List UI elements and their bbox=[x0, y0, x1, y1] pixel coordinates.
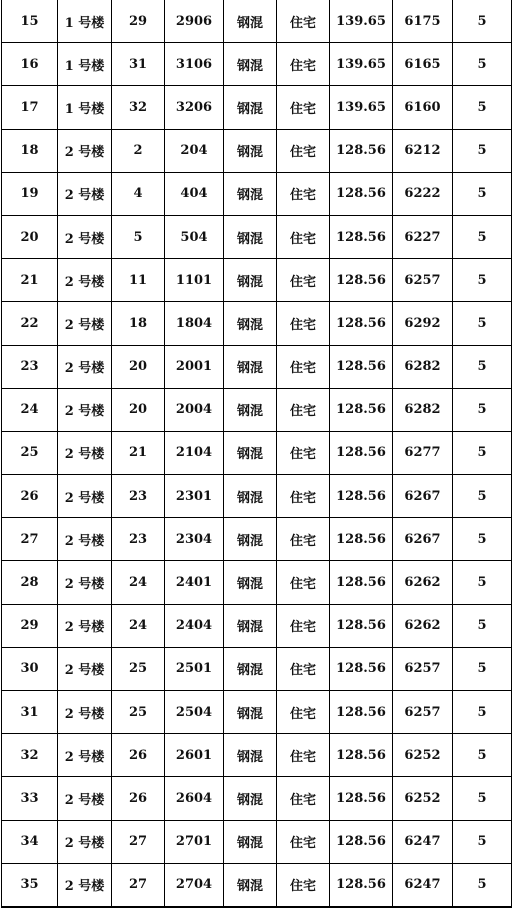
usage-cell: 住宅 bbox=[277, 561, 330, 604]
floor-cell: 21 bbox=[112, 431, 165, 474]
room-number-cell: 2304 bbox=[165, 518, 224, 561]
row-number-cell: 35 bbox=[2, 863, 58, 907]
structure-cell: 钢混 bbox=[224, 647, 277, 690]
unit-price-cell: 6165 bbox=[393, 43, 453, 86]
usage-cell: 住宅 bbox=[277, 302, 330, 345]
building-cell: 2 号楼 bbox=[58, 561, 112, 604]
area-cell: 128.56 bbox=[330, 820, 393, 863]
row-number-cell: 19 bbox=[2, 172, 58, 215]
room-number-cell: 2701 bbox=[165, 820, 224, 863]
room-number-cell: 1804 bbox=[165, 302, 224, 345]
table-row bbox=[2, 475, 512, 518]
structure-cell: 钢混 bbox=[224, 820, 277, 863]
room-number-cell: 2401 bbox=[165, 561, 224, 604]
value-cell: 5 bbox=[453, 215, 512, 258]
floor-cell: 11 bbox=[112, 259, 165, 302]
row-number-cell: 21 bbox=[2, 259, 58, 302]
table-row bbox=[2, 388, 512, 431]
area-cell: 128.56 bbox=[330, 691, 393, 734]
area-cell: 128.56 bbox=[330, 388, 393, 431]
building-cell: 2 号楼 bbox=[58, 518, 112, 561]
structure-cell: 钢混 bbox=[224, 215, 277, 258]
building-cell: 2 号楼 bbox=[58, 172, 112, 215]
room-number-cell: 3206 bbox=[165, 86, 224, 129]
room-number-cell: 404 bbox=[165, 172, 224, 215]
building-cell: 2 号楼 bbox=[58, 129, 112, 172]
value-cell: 5 bbox=[453, 561, 512, 604]
room-number-cell: 2906 bbox=[165, 0, 224, 43]
building-cell: 2 号楼 bbox=[58, 777, 112, 820]
unit-price-cell: 6277 bbox=[393, 431, 453, 474]
unit-price-cell: 6267 bbox=[393, 475, 453, 518]
usage-cell: 住宅 bbox=[277, 0, 330, 43]
row-number-cell: 32 bbox=[2, 734, 58, 777]
floor-cell: 26 bbox=[112, 734, 165, 777]
room-number-cell: 2104 bbox=[165, 431, 224, 474]
area-cell: 128.56 bbox=[330, 561, 393, 604]
row-number-cell: 28 bbox=[2, 561, 58, 604]
structure-cell: 钢混 bbox=[224, 345, 277, 388]
building-cell: 2 号楼 bbox=[58, 388, 112, 431]
area-cell: 128.56 bbox=[330, 518, 393, 561]
table-row bbox=[2, 302, 512, 345]
building-cell: 2 号楼 bbox=[58, 431, 112, 474]
structure-cell: 钢混 bbox=[224, 475, 277, 518]
building-cell: 2 号楼 bbox=[58, 604, 112, 647]
building-cell: 2 号楼 bbox=[58, 820, 112, 863]
row-number-cell: 20 bbox=[2, 215, 58, 258]
usage-cell: 住宅 bbox=[277, 475, 330, 518]
usage-cell: 住宅 bbox=[277, 86, 330, 129]
value-cell: 5 bbox=[453, 0, 512, 43]
usage-cell: 住宅 bbox=[277, 647, 330, 690]
structure-cell: 钢混 bbox=[224, 431, 277, 474]
structure-cell: 钢混 bbox=[224, 172, 277, 215]
area-cell: 128.56 bbox=[330, 604, 393, 647]
unit-price-cell: 6257 bbox=[393, 259, 453, 302]
room-number-cell: 2704 bbox=[165, 863, 224, 907]
row-number-cell: 29 bbox=[2, 604, 58, 647]
usage-cell: 住宅 bbox=[277, 43, 330, 86]
usage-cell: 住宅 bbox=[277, 820, 330, 863]
value-cell: 5 bbox=[453, 86, 512, 129]
unit-price-cell: 6212 bbox=[393, 129, 453, 172]
usage-cell: 住宅 bbox=[277, 172, 330, 215]
floor-cell: 31 bbox=[112, 43, 165, 86]
area-cell: 139.65 bbox=[330, 43, 393, 86]
floor-cell: 25 bbox=[112, 691, 165, 734]
row-number-cell: 22 bbox=[2, 302, 58, 345]
building-cell: 2 号楼 bbox=[58, 302, 112, 345]
unit-price-cell: 6252 bbox=[393, 734, 453, 777]
row-number-cell: 26 bbox=[2, 475, 58, 518]
value-cell: 5 bbox=[453, 129, 512, 172]
building-cell: 1 号楼 bbox=[58, 0, 112, 43]
unit-price-cell: 6257 bbox=[393, 647, 453, 690]
usage-cell: 住宅 bbox=[277, 691, 330, 734]
floor-cell: 4 bbox=[112, 172, 165, 215]
floor-cell: 23 bbox=[112, 518, 165, 561]
building-cell: 2 号楼 bbox=[58, 345, 112, 388]
building-cell: 2 号楼 bbox=[58, 215, 112, 258]
unit-price-cell: 6282 bbox=[393, 345, 453, 388]
area-cell: 128.56 bbox=[330, 475, 393, 518]
floor-cell: 27 bbox=[112, 820, 165, 863]
table-row bbox=[2, 215, 512, 258]
usage-cell: 住宅 bbox=[277, 345, 330, 388]
property-table bbox=[1, 0, 512, 908]
table-row bbox=[2, 604, 512, 647]
room-number-cell: 2604 bbox=[165, 777, 224, 820]
structure-cell: 钢混 bbox=[224, 863, 277, 907]
area-cell: 128.56 bbox=[330, 172, 393, 215]
area-cell: 128.56 bbox=[330, 259, 393, 302]
room-number-cell: 204 bbox=[165, 129, 224, 172]
row-number-cell: 17 bbox=[2, 86, 58, 129]
table-row bbox=[2, 0, 512, 43]
building-cell: 2 号楼 bbox=[58, 691, 112, 734]
table-row bbox=[2, 820, 512, 863]
row-number-cell: 31 bbox=[2, 691, 58, 734]
room-number-cell: 2301 bbox=[165, 475, 224, 518]
usage-cell: 住宅 bbox=[277, 734, 330, 777]
usage-cell: 住宅 bbox=[277, 259, 330, 302]
unit-price-cell: 6222 bbox=[393, 172, 453, 215]
value-cell: 5 bbox=[453, 647, 512, 690]
area-cell: 128.56 bbox=[330, 431, 393, 474]
structure-cell: 钢混 bbox=[224, 734, 277, 777]
row-number-cell: 18 bbox=[2, 129, 58, 172]
structure-cell: 钢混 bbox=[224, 129, 277, 172]
floor-cell: 20 bbox=[112, 388, 165, 431]
area-cell: 128.56 bbox=[330, 345, 393, 388]
structure-cell: 钢混 bbox=[224, 86, 277, 129]
unit-price-cell: 6257 bbox=[393, 691, 453, 734]
room-number-cell: 1101 bbox=[165, 259, 224, 302]
row-number-cell: 34 bbox=[2, 820, 58, 863]
area-cell: 128.56 bbox=[330, 129, 393, 172]
area-cell: 128.56 bbox=[330, 734, 393, 777]
structure-cell: 钢混 bbox=[224, 604, 277, 647]
unit-price-cell: 6262 bbox=[393, 561, 453, 604]
structure-cell: 钢混 bbox=[224, 0, 277, 43]
row-number-cell: 23 bbox=[2, 345, 58, 388]
table-row bbox=[2, 647, 512, 690]
value-cell: 5 bbox=[453, 259, 512, 302]
value-cell: 5 bbox=[453, 172, 512, 215]
structure-cell: 钢混 bbox=[224, 43, 277, 86]
building-cell: 2 号楼 bbox=[58, 475, 112, 518]
area-cell: 128.56 bbox=[330, 863, 393, 907]
usage-cell: 住宅 bbox=[277, 215, 330, 258]
row-number-cell: 16 bbox=[2, 43, 58, 86]
unit-price-cell: 6252 bbox=[393, 777, 453, 820]
structure-cell: 钢混 bbox=[224, 259, 277, 302]
value-cell: 5 bbox=[453, 518, 512, 561]
table-row bbox=[2, 345, 512, 388]
building-cell: 2 号楼 bbox=[58, 734, 112, 777]
table-row bbox=[2, 518, 512, 561]
room-number-cell: 2004 bbox=[165, 388, 224, 431]
floor-cell: 5 bbox=[112, 215, 165, 258]
table-row bbox=[2, 172, 512, 215]
row-number-cell: 24 bbox=[2, 388, 58, 431]
table-row bbox=[2, 777, 512, 820]
area-cell: 128.56 bbox=[330, 777, 393, 820]
table-row bbox=[2, 86, 512, 129]
row-number-cell: 15 bbox=[2, 0, 58, 43]
unit-price-cell: 6262 bbox=[393, 604, 453, 647]
room-number-cell: 2404 bbox=[165, 604, 224, 647]
area-cell: 139.65 bbox=[330, 86, 393, 129]
structure-cell: 钢混 bbox=[224, 561, 277, 604]
floor-cell: 24 bbox=[112, 561, 165, 604]
usage-cell: 住宅 bbox=[277, 863, 330, 907]
floor-cell: 27 bbox=[112, 863, 165, 907]
floor-cell: 2 bbox=[112, 129, 165, 172]
value-cell: 5 bbox=[453, 734, 512, 777]
area-cell: 128.56 bbox=[330, 302, 393, 345]
floor-cell: 18 bbox=[112, 302, 165, 345]
value-cell: 5 bbox=[453, 777, 512, 820]
value-cell: 5 bbox=[453, 475, 512, 518]
building-cell: 2 号楼 bbox=[58, 647, 112, 690]
unit-price-cell: 6292 bbox=[393, 302, 453, 345]
building-cell: 1 号楼 bbox=[58, 86, 112, 129]
room-number-cell: 2601 bbox=[165, 734, 224, 777]
value-cell: 5 bbox=[453, 820, 512, 863]
row-number-cell: 30 bbox=[2, 647, 58, 690]
usage-cell: 住宅 bbox=[277, 129, 330, 172]
unit-price-cell: 6247 bbox=[393, 863, 453, 907]
usage-cell: 住宅 bbox=[277, 604, 330, 647]
area-cell: 128.56 bbox=[330, 647, 393, 690]
table-body bbox=[2, 0, 512, 907]
usage-cell: 住宅 bbox=[277, 388, 330, 431]
floor-cell: 25 bbox=[112, 647, 165, 690]
area-cell: 139.65 bbox=[330, 0, 393, 43]
building-cell: 1 号楼 bbox=[58, 43, 112, 86]
value-cell: 5 bbox=[453, 345, 512, 388]
room-number-cell: 3106 bbox=[165, 43, 224, 86]
building-cell: 2 号楼 bbox=[58, 259, 112, 302]
room-number-cell: 2504 bbox=[165, 691, 224, 734]
row-number-cell: 33 bbox=[2, 777, 58, 820]
row-number-cell: 25 bbox=[2, 431, 58, 474]
structure-cell: 钢混 bbox=[224, 691, 277, 734]
floor-cell: 26 bbox=[112, 777, 165, 820]
floor-cell: 20 bbox=[112, 345, 165, 388]
value-cell: 5 bbox=[453, 43, 512, 86]
value-cell: 5 bbox=[453, 302, 512, 345]
value-cell: 5 bbox=[453, 388, 512, 431]
room-number-cell: 2001 bbox=[165, 345, 224, 388]
table-row bbox=[2, 259, 512, 302]
room-number-cell: 504 bbox=[165, 215, 224, 258]
structure-cell: 钢混 bbox=[224, 388, 277, 431]
table-row bbox=[2, 691, 512, 734]
unit-price-cell: 6227 bbox=[393, 215, 453, 258]
table-row bbox=[2, 734, 512, 777]
value-cell: 5 bbox=[453, 431, 512, 474]
usage-cell: 住宅 bbox=[277, 431, 330, 474]
unit-price-cell: 6282 bbox=[393, 388, 453, 431]
value-cell: 5 bbox=[453, 604, 512, 647]
unit-price-cell: 6267 bbox=[393, 518, 453, 561]
row-number-cell: 27 bbox=[2, 518, 58, 561]
value-cell: 5 bbox=[453, 691, 512, 734]
room-number-cell: 2501 bbox=[165, 647, 224, 690]
structure-cell: 钢混 bbox=[224, 302, 277, 345]
floor-cell: 24 bbox=[112, 604, 165, 647]
area-cell: 128.56 bbox=[330, 215, 393, 258]
table-row bbox=[2, 561, 512, 604]
structure-cell: 钢混 bbox=[224, 518, 277, 561]
table-row bbox=[2, 129, 512, 172]
building-cell: 2 号楼 bbox=[58, 863, 112, 907]
usage-cell: 住宅 bbox=[277, 518, 330, 561]
table-row bbox=[2, 431, 512, 474]
usage-cell: 住宅 bbox=[277, 777, 330, 820]
unit-price-cell: 6160 bbox=[393, 86, 453, 129]
unit-price-cell: 6247 bbox=[393, 820, 453, 863]
table-row bbox=[2, 863, 512, 907]
floor-cell: 32 bbox=[112, 86, 165, 129]
value-cell: 5 bbox=[453, 863, 512, 907]
unit-price-cell: 6175 bbox=[393, 0, 453, 43]
table-row bbox=[2, 43, 512, 86]
structure-cell: 钢混 bbox=[224, 777, 277, 820]
floor-cell: 29 bbox=[112, 0, 165, 43]
floor-cell: 23 bbox=[112, 475, 165, 518]
